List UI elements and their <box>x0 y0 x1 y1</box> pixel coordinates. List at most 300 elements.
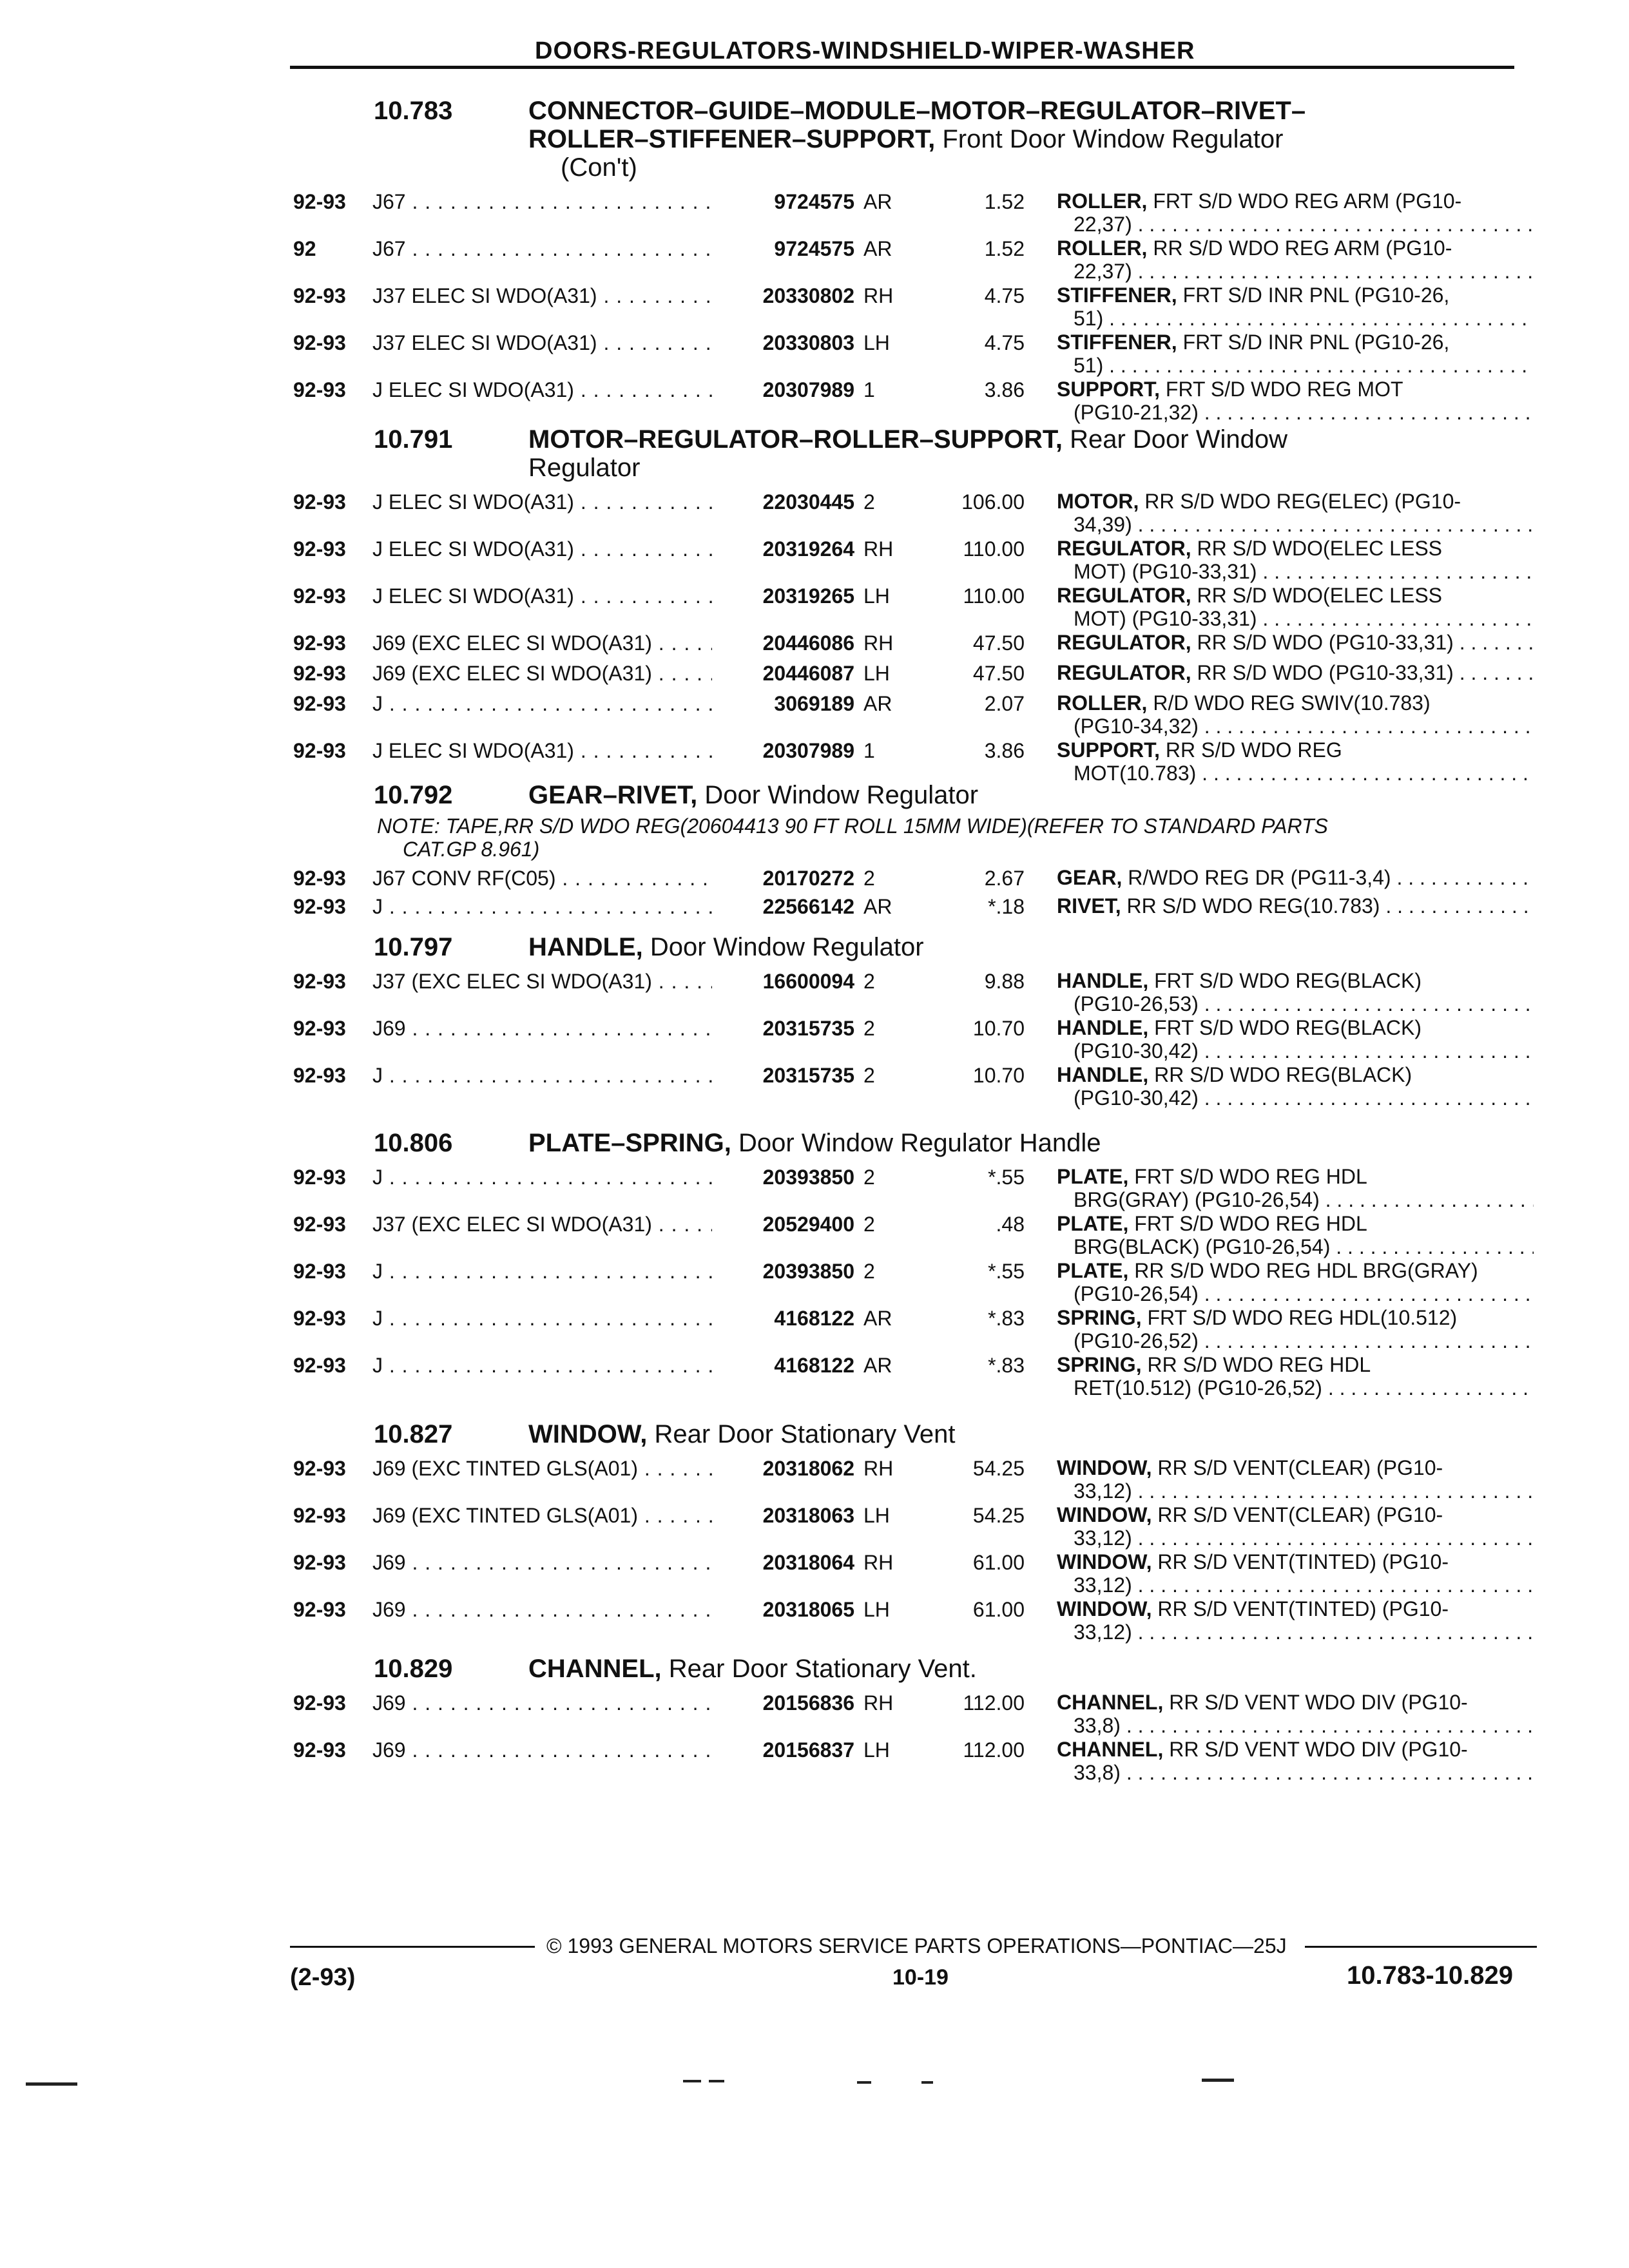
price: *.55 <box>988 1260 1025 1283</box>
quantity: LH <box>863 662 890 685</box>
series-usage: J ELEC SI WDO(A31) . . . <box>372 584 720 608</box>
description-continuation: (PG10-34,32) . . . <box>1057 715 1534 738</box>
description-text: FRT S/D WDO REG HDL <box>1128 1165 1367 1188</box>
quantity: 2 <box>863 970 875 993</box>
quantity: 2 <box>863 1064 875 1087</box>
description-continuation: 22,37) . . . <box>1057 213 1534 236</box>
section-title <box>528 1655 1443 1683</box>
model-years: 92-93 <box>293 739 346 762</box>
description-line <box>1057 866 1534 889</box>
model-years: 92 <box>293 237 316 260</box>
part-number: 20315735 <box>712 1016 854 1041</box>
description-line <box>1057 236 1534 260</box>
part-number: 22030445 <box>712 490 854 514</box>
part-description <box>1057 1063 1534 1110</box>
description-text: RR S/D WDO REG ARM (PG10- <box>1147 236 1452 260</box>
series-usage: J . . . <box>372 1063 720 1088</box>
part-description <box>1057 969 1534 1015</box>
description-line <box>1057 1063 1534 1086</box>
description-continuation: 34,39) . . . <box>1057 513 1534 536</box>
part-number: 20446086 <box>712 631 854 655</box>
quantity: AR <box>863 1354 892 1377</box>
series-usage: J69 . . . <box>372 1597 720 1622</box>
series-usage: J . . . <box>372 1353 720 1378</box>
quantity: RH <box>863 1457 894 1480</box>
part-number: 20330803 <box>712 331 854 355</box>
quantity: RH <box>863 631 894 655</box>
section-title-line <box>528 425 1443 454</box>
model-years: 92-93 <box>293 1307 346 1330</box>
section-title-continued: Regulator <box>528 454 641 482</box>
price: 110.00 <box>963 584 1025 608</box>
part-description <box>1057 661 1534 684</box>
quantity: RH <box>863 1551 894 1574</box>
series-usage: J69 (EXC TINTED GLS(A01) . . . <box>372 1503 720 1528</box>
description-text: RR S/D WDO REG(10.783) <box>1121 894 1380 918</box>
model-years: 92-93 <box>293 1738 346 1762</box>
price: 4.75 <box>984 331 1025 354</box>
model-years: 92-93 <box>293 490 346 514</box>
description-keyword: WINDOW, <box>1057 1550 1152 1573</box>
series-usage: J37 (EXC ELEC SI WDO(A31) . . . <box>372 1212 720 1236</box>
model-years: 92-93 <box>293 190 346 213</box>
description-keyword: PLATE, <box>1057 1165 1129 1188</box>
quantity: AR <box>863 895 892 918</box>
description-keyword: CHANNEL, <box>1057 1691 1164 1714</box>
section-number: 10.792 <box>374 781 453 809</box>
part-number: 20319265 <box>712 584 854 608</box>
quantity: RH <box>863 284 894 307</box>
section-number: 10.797 <box>374 933 453 961</box>
model-years: 92-93 <box>293 1064 346 1087</box>
model-years: 92-93 <box>293 970 346 993</box>
quantity: 2 <box>863 1213 875 1236</box>
price: 61.00 <box>972 1551 1025 1574</box>
part-number: 16600094 <box>712 969 854 994</box>
part-number: 9724575 <box>712 236 854 261</box>
series-usage: J37 (EXC ELEC SI WDO(A31) . . . <box>372 969 720 994</box>
series-usage: J37 ELEC SI WDO(A31) . . . <box>372 284 720 308</box>
part-description <box>1057 1259 1534 1305</box>
price: 54.25 <box>972 1504 1025 1527</box>
price: 112.00 <box>963 1691 1025 1715</box>
description-continuation: MOT) (PG10-33,31) . . . <box>1057 560 1534 583</box>
scan-mark <box>921 2081 933 2084</box>
section-title <box>528 933 1443 961</box>
description-continuation: (PG10-26,54) . . . <box>1057 1282 1534 1305</box>
section-title-text: Door Window Regulator Handle <box>731 1129 1101 1157</box>
series-usage: J ELEC SI WDO(A31) . . . <box>372 738 720 763</box>
description-line <box>1057 537 1534 560</box>
description-text: FRT S/D INR PNL (PG10-26, <box>1177 284 1450 307</box>
series-usage: J69 . . . <box>372 1738 720 1762</box>
section-title <box>528 425 1443 482</box>
description-text: RR S/D WDO REG(BLACK) <box>1148 1063 1412 1086</box>
description-text: RR S/D VENT(TINTED) (PG10- <box>1152 1550 1449 1573</box>
series-usage: J . . . <box>372 894 720 919</box>
price: *.83 <box>988 1354 1025 1377</box>
part-description <box>1057 1165 1534 1211</box>
series-usage: J . . . <box>372 1259 720 1283</box>
description-keyword: REGULATOR, <box>1057 584 1191 607</box>
part-description <box>1057 1738 1534 1784</box>
model-years: 92-93 <box>293 1551 346 1574</box>
description-text: RR S/D VENT(CLEAR) (PG10- <box>1152 1503 1443 1526</box>
description-continuation: 51) . . . <box>1057 307 1534 330</box>
description-text: RR S/D VENT WDO DIV (PG10- <box>1163 1738 1468 1761</box>
description-text: R/WDO REG DR (PG11-3,4) <box>1122 866 1391 889</box>
section-title-line <box>528 781 1443 809</box>
model-years: 92-93 <box>293 1213 346 1236</box>
description-line <box>1057 894 1534 918</box>
part-number: 20529400 <box>712 1212 854 1236</box>
price: 3.86 <box>984 739 1025 762</box>
part-number: 9724575 <box>712 189 854 214</box>
price: .48 <box>996 1213 1025 1236</box>
description-line <box>1057 661 1534 684</box>
description-continuation: BRG(BLACK) (PG10-26,54) . . . <box>1057 1235 1534 1258</box>
part-number: 20318063 <box>712 1503 854 1528</box>
section-title-bold: CONNECTOR–GUIDE–MODULE–MOTOR–REGULATOR–RIVET– <box>528 97 1306 125</box>
part-description <box>1057 1503 1534 1550</box>
model-years: 92-93 <box>293 662 346 685</box>
description-continuation: 22,37) . . . <box>1057 260 1534 283</box>
model-years: 92-93 <box>293 631 346 655</box>
description-line <box>1057 1353 1534 1376</box>
quantity: 1 <box>863 739 875 762</box>
price: 106.00 <box>961 490 1025 514</box>
description-line <box>1057 1597 1534 1620</box>
description-keyword: HANDLE, <box>1057 1063 1149 1086</box>
part-description <box>1057 1550 1534 1597</box>
part-description <box>1057 894 1534 918</box>
description-continuation: MOT(10.783) . . . <box>1057 762 1534 785</box>
part-number: 22566142 <box>712 894 854 919</box>
description-keyword: SPRING, <box>1057 1306 1142 1329</box>
part-description <box>1057 1597 1534 1644</box>
description-line <box>1057 1738 1534 1761</box>
section-number: 10.791 <box>374 425 453 454</box>
description-line <box>1057 189 1534 213</box>
description-line <box>1057 1259 1534 1282</box>
description-line <box>1057 969 1534 992</box>
model-years: 92-93 <box>293 1457 346 1480</box>
description-line <box>1057 1550 1534 1573</box>
scan-mark <box>857 2081 871 2084</box>
description-line <box>1057 1503 1534 1526</box>
page-title: DOORS-REGULATORS-WINDSHIELD-WIPER-WASHER <box>535 37 1195 64</box>
part-description <box>1057 537 1534 583</box>
quantity: AR <box>863 1307 892 1330</box>
description-keyword: WINDOW, <box>1057 1456 1152 1479</box>
part-description <box>1057 236 1534 283</box>
description-continuation: 33,8) . . . <box>1057 1714 1534 1737</box>
description-line <box>1057 1456 1534 1479</box>
price: 47.50 <box>972 662 1025 685</box>
price: 2.07 <box>984 692 1025 715</box>
price: 9.88 <box>984 970 1025 993</box>
description-keyword: HANDLE, <box>1057 1016 1149 1039</box>
quantity: 2 <box>863 1166 875 1189</box>
description-line <box>1057 378 1534 401</box>
description-text: RR S/D WDO (PG10-33,31) <box>1191 631 1454 654</box>
part-description <box>1057 866 1534 889</box>
section-note <box>377 814 1472 861</box>
price: 1.52 <box>984 190 1025 213</box>
description-text: FRT S/D WDO REG(BLACK) <box>1148 1016 1422 1039</box>
description-line <box>1057 331 1534 354</box>
series-usage: J . . . <box>372 1165 720 1189</box>
series-usage: J69 . . . <box>372 1550 720 1575</box>
description-text: RR S/D WDO(ELEC LESS <box>1191 584 1442 607</box>
description-text: RR S/D WDO REG <box>1160 738 1342 762</box>
price: 10.70 <box>972 1064 1025 1087</box>
part-number: 20318062 <box>712 1456 854 1481</box>
description-continuation: (PG10-30,42) . . . <box>1057 1086 1534 1110</box>
section-title-bold: WINDOW, <box>528 1420 648 1448</box>
part-description <box>1057 631 1534 654</box>
description-continuation: MOT) (PG10-33,31) . . . <box>1057 607 1534 630</box>
quantity: 2 <box>863 490 875 514</box>
description-keyword: STIFFENER, <box>1057 284 1177 307</box>
description-line <box>1057 284 1534 307</box>
part-number: 20307989 <box>712 378 854 402</box>
quantity: 2 <box>863 867 875 890</box>
description-keyword: PLATE, <box>1057 1212 1129 1235</box>
part-description <box>1057 284 1534 330</box>
description-line <box>1057 631 1534 654</box>
description-text: RR S/D WDO (PG10-33,31) <box>1191 661 1454 684</box>
section-range: 10.783-10.829 <box>1347 1961 1514 1990</box>
part-number: 20393850 <box>712 1165 854 1189</box>
price: 2.67 <box>984 867 1025 890</box>
description-keyword: ROLLER, <box>1057 691 1148 715</box>
section-title-bold: MOTOR–REGULATOR–ROLLER–SUPPORT, <box>528 425 1063 454</box>
section-title-line <box>528 1655 1443 1683</box>
description-continuation: 33,12) . . . <box>1057 1526 1534 1550</box>
part-description <box>1057 1016 1534 1062</box>
section-note-line: CAT.GP 8.961) <box>403 838 540 861</box>
section-title <box>528 1420 1443 1448</box>
series-usage: J69 (EXC TINTED GLS(A01) . . . <box>372 1456 720 1481</box>
description-text: FRT S/D WDO REG HDL(10.512) <box>1141 1306 1458 1329</box>
section-title-bold: CHANNEL, <box>528 1655 662 1683</box>
description-keyword: WINDOW, <box>1057 1503 1152 1526</box>
model-years: 92-93 <box>293 1166 346 1189</box>
section-title-text: Rear Door Stationary Vent. <box>661 1655 977 1683</box>
part-description <box>1057 738 1534 785</box>
description-keyword: SUPPORT, <box>1057 378 1161 401</box>
footer-rule-left <box>290 1946 535 1948</box>
quantity: 2 <box>863 1260 875 1283</box>
price: 4.75 <box>984 284 1025 307</box>
description-continuation: 33,8) . . . <box>1057 1761 1534 1784</box>
description-keyword: ROLLER, <box>1057 236 1148 260</box>
model-years: 92-93 <box>293 1260 346 1283</box>
page-number: 10-19 <box>892 1965 949 1990</box>
description-text: FRT S/D INR PNL (PG10-26, <box>1177 331 1450 354</box>
series-usage: J69 . . . <box>372 1016 720 1041</box>
part-number: 20315735 <box>712 1063 854 1088</box>
description-continuation: (PG10-21,32) . . . <box>1057 401 1534 424</box>
model-years: 92-93 <box>293 1017 346 1040</box>
quantity: LH <box>863 331 890 354</box>
part-number: 20307989 <box>712 738 854 763</box>
header-rule <box>290 66 1514 69</box>
scan-mark <box>683 2080 701 2082</box>
description-continuation: BRG(GRAY) (PG10-26,54) . . . <box>1057 1188 1534 1211</box>
quantity: LH <box>863 1598 890 1621</box>
price: 112.00 <box>963 1738 1025 1762</box>
description-keyword: REGULATOR, <box>1057 537 1191 560</box>
description-keyword: CHANNEL, <box>1057 1738 1164 1761</box>
series-usage: J69 (EXC ELEC SI WDO(A31) . . . <box>372 661 720 686</box>
description-continuation: 33,12) . . . <box>1057 1573 1534 1597</box>
part-description <box>1057 1456 1534 1503</box>
section-title-text: Rear Door Window <box>1062 425 1287 454</box>
part-number: 20319264 <box>712 537 854 561</box>
description-line <box>1057 1212 1534 1235</box>
section-number: 10.827 <box>374 1420 453 1448</box>
description-text: RR S/D WDO REG HDL BRG(GRAY) <box>1128 1259 1478 1282</box>
description-text: RR S/D VENT WDO DIV (PG10- <box>1163 1691 1468 1714</box>
part-number: 20156836 <box>712 1691 854 1715</box>
part-description <box>1057 1691 1534 1737</box>
description-keyword: HANDLE, <box>1057 969 1149 992</box>
quantity: AR <box>863 692 892 715</box>
section-note-line: NOTE: TAPE,RR S/D WDO REG(20604413 90 FT ROLL 15MM WIDE)(REFER TO STANDARD PARTS <box>377 814 1328 838</box>
description-keyword: GEAR, <box>1057 866 1123 889</box>
part-number: 20170272 <box>712 866 854 890</box>
price: *.83 <box>988 1307 1025 1330</box>
description-text: FRT S/D WDO REG MOT <box>1160 378 1403 401</box>
description-keyword: RIVET, <box>1057 894 1121 918</box>
model-years: 92-93 <box>293 537 346 561</box>
section-title-text: Door Window Regulator <box>697 781 979 809</box>
description-text: FRT S/D WDO REG ARM (PG10- <box>1147 189 1462 213</box>
series-usage: J67 CONV RF(C05) . . . <box>372 866 720 890</box>
model-years: 92-93 <box>293 1691 346 1715</box>
part-number: 20330802 <box>712 284 854 308</box>
model-years: 92-93 <box>293 867 346 890</box>
series-usage: J67 . . . <box>372 189 720 214</box>
model-years: 92-93 <box>293 284 346 307</box>
description-line <box>1057 1016 1534 1039</box>
description-keyword: WINDOW, <box>1057 1597 1152 1620</box>
section-title-line <box>528 933 1443 961</box>
part-description <box>1057 1212 1534 1258</box>
section-title-bold: PLATE–SPRING, <box>528 1129 731 1157</box>
part-number: 20318064 <box>712 1550 854 1575</box>
price: 110.00 <box>963 537 1025 561</box>
description-text: RR S/D WDO REG(ELEC) (PG10- <box>1139 490 1461 513</box>
section-title-bold: HANDLE, <box>528 933 643 961</box>
section-number: 10.783 <box>374 97 453 125</box>
section-number: 10.829 <box>374 1655 453 1683</box>
scan-mark <box>26 2082 77 2086</box>
section-title-line <box>528 125 1443 153</box>
model-years: 92-93 <box>293 584 346 608</box>
model-years: 92-93 <box>293 1598 346 1621</box>
description-line <box>1057 1165 1534 1188</box>
section-title-text: Door Window Regulator <box>642 933 924 961</box>
description-continuation: 33,12) . . . <box>1057 1479 1534 1503</box>
section-title-bold: GEAR–RIVET, <box>528 781 698 809</box>
description-continuation: (PG10-26,52) . . . <box>1057 1329 1534 1352</box>
part-number: 3069189 <box>712 691 854 716</box>
description-line <box>1057 490 1534 513</box>
price: 1.52 <box>984 237 1025 260</box>
description-continuation: 33,12) . . . <box>1057 1620 1534 1644</box>
description-text: RR S/D VENT(CLEAR) (PG10- <box>1152 1456 1443 1479</box>
part-number: 20156837 <box>712 1738 854 1762</box>
price: 61.00 <box>972 1598 1025 1621</box>
series-usage: J37 ELEC SI WDO(A31) . . . <box>372 331 720 355</box>
description-line <box>1057 738 1534 762</box>
part-description <box>1057 331 1534 377</box>
description-keyword: MOTOR, <box>1057 490 1139 513</box>
series-usage: J . . . <box>372 691 720 716</box>
quantity: 2 <box>863 1017 875 1040</box>
section-title-continued: (Con't) <box>561 153 637 182</box>
price: 54.25 <box>972 1457 1025 1480</box>
price: 3.86 <box>984 378 1025 401</box>
description-text: RR S/D WDO(ELEC LESS <box>1191 537 1442 560</box>
description-text: FRT S/D WDO REG HDL <box>1128 1212 1367 1235</box>
description-continuation: RET(10.512) (PG10-26,52) . . . <box>1057 1376 1534 1399</box>
section-title-text: Rear Door Stationary Vent <box>647 1420 956 1448</box>
model-years: 92-93 <box>293 1504 346 1527</box>
series-usage: J ELEC SI WDO(A31) . . . <box>372 378 720 402</box>
model-years: 92-93 <box>293 692 346 715</box>
part-description <box>1057 378 1534 424</box>
part-description <box>1057 584 1534 630</box>
section-title-line <box>528 1129 1443 1157</box>
series-usage: J ELEC SI WDO(A31) . . . <box>372 537 720 561</box>
section-title <box>528 1129 1443 1157</box>
description-text: RR S/D WDO REG HDL <box>1141 1353 1371 1376</box>
quantity: RH <box>863 537 894 561</box>
series-usage: J67 . . . <box>372 236 720 261</box>
description-continuation: 51) . . . <box>1057 354 1534 377</box>
description-keyword: STIFFENER, <box>1057 331 1177 354</box>
part-description <box>1057 189 1534 236</box>
series-usage: J69 . . . <box>372 1691 720 1715</box>
description-line <box>1057 584 1534 607</box>
model-years: 92-93 <box>293 378 346 401</box>
description-line <box>1057 1691 1534 1714</box>
description-keyword: REGULATOR, <box>1057 631 1191 654</box>
section-title <box>528 97 1443 182</box>
scan-mark <box>1202 2079 1234 2082</box>
description-keyword: SUPPORT, <box>1057 738 1161 762</box>
part-number: 20393850 <box>712 1259 854 1283</box>
description-line <box>1057 1306 1534 1329</box>
quantity: LH <box>863 584 890 608</box>
description-text: FRT S/D WDO REG(BLACK) <box>1148 969 1422 992</box>
part-number: 4168122 <box>712 1353 854 1378</box>
revision-date: (2-93) <box>290 1964 356 1991</box>
series-usage: J . . . <box>372 1306 720 1331</box>
part-description <box>1057 490 1534 536</box>
price: *.18 <box>988 895 1025 918</box>
scan-mark <box>709 2080 724 2082</box>
description-keyword: SPRING, <box>1057 1353 1142 1376</box>
description-continuation: (PG10-30,42) . . . <box>1057 1039 1534 1062</box>
quantity: AR <box>863 190 892 213</box>
footer-rule-right <box>1305 1946 1537 1948</box>
model-years: 92-93 <box>293 895 346 918</box>
